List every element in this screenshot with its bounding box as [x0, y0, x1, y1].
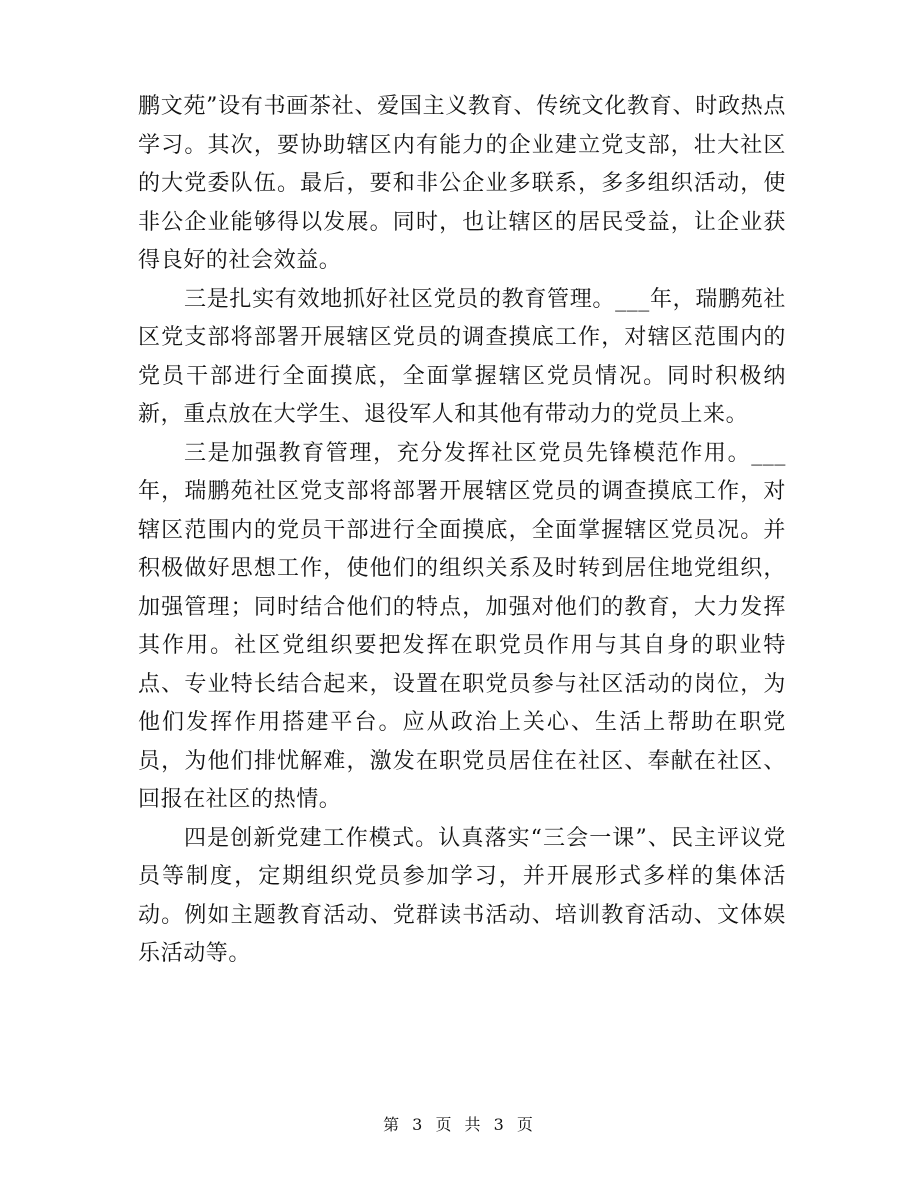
paragraph-1: 鹏文苑”设有书画茶社、爱国主义教育、传统文化教育、时政热点学习。其次，要协助辖区内有能力的企业建立党支部，壮大社区的大党委队伍。最后，要和非公企业多联系，多多组织活动，使非公企业能够得以发展。同时，也让辖区的居民受益，让企业获得良好的社会效益。 [138, 94, 786, 273]
document-body [138, 88, 786, 974]
paragraph-4: 四是创新党建工作模式。认真落实“三会一课”、民主评议党员等制度，定期组织党员参加学习，并开展形式多样的集体活动。例如主题教育活动、党群读书活动、培训教育活动、文体娱乐活动等。 [138, 825, 786, 966]
page-footer: 第 3 页 共 3 页 [383, 1115, 537, 1134]
paragraph-2: 三是扎实有效地抓好社区党员的教育管理。___年，瑞鹏苑社区党支部将部署开展辖区党员的调查摸底工作，对辖区范围内的党员干部进行全面摸底，全面掌握辖区党员情况。同时积极纳新，重点放在大学生、退役军人和其他有带动力的党员上来。 [138, 286, 786, 427]
paragraph-3: 三是加强教育管理，充分发挥社区党员先锋模范作用。___年，瑞鹏苑社区党支部将部署开展辖区党员的调查摸底工作，对辖区范围内的党员干部进行全面摸底，全面掌握辖区党员况。并积极做好思想工作，使他们的组织关系及时转到居住地党组织，加强管理；同时结合他们的特点，加强对他们的教育，大力发挥其作用。社区党组织要把发挥在职党员作用与其自身的职业特点、专业特长结合起来，设置在职党员参与社区活动的岗位，为他们发挥作用搭建平台。应从政治上关心、生活上帮助在职党员，为他们排忧解难，激发在职党员居住在社区、奉献在社区、回报在社区的热情。 [138, 440, 786, 812]
